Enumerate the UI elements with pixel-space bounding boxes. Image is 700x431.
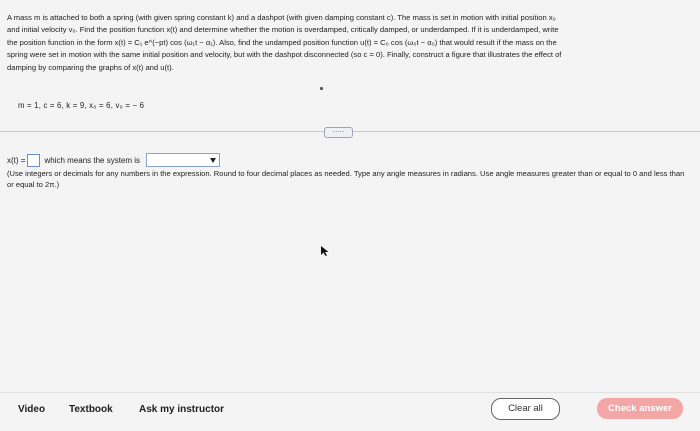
expand-button[interactable]: ····· xyxy=(324,127,353,138)
damping-type-dropdown[interactable] xyxy=(146,153,220,167)
ask-instructor-link[interactable]: Ask my instructor xyxy=(139,404,225,415)
answer-prefix: x(t) = xyxy=(7,155,26,165)
problem-line: damping by comparing the graphs of x(t) and u(t). xyxy=(7,62,174,72)
textbook-link[interactable]: Textbook xyxy=(69,404,113,415)
given-parameters: m = 1, c = 6, k = 9, x₀ = 6, v₀ = − 6 xyxy=(18,101,145,110)
mouse-cursor-icon xyxy=(320,244,330,262)
chevron-down-icon xyxy=(210,158,216,163)
check-answer-button[interactable]: Check answer xyxy=(597,398,683,419)
problem-line: A mass m is attached to both a spring (with given spring constant k) and a dashpot (with given damping constant c). The mass is set in motion with initial position x₀ xyxy=(7,13,556,22)
answer-instructions: (Use integers or decimals for any numbers in the expression. Round to four decimal places as needed. Type any angle measures in radians. Use angle measures greater than or equal to 0 and less than or equal to 2π.) xyxy=(7,169,685,189)
video-link[interactable]: Video xyxy=(18,404,46,415)
clear-all-button[interactable]: Clear all xyxy=(491,398,560,420)
stray-dot xyxy=(320,87,323,90)
answer-input-box[interactable] xyxy=(27,154,40,167)
problem-statement xyxy=(7,12,691,74)
problem-line: and initial velocity v₀. Find the position function x(t) and determine whether the motion is overdamped, critically damped, or underdamped. If it is underdamped, write xyxy=(7,25,559,35)
answer-row xyxy=(7,153,220,167)
answer-middle-text: which means the system is xyxy=(44,155,141,165)
problem-line: spring were set in motion with the same initial position and velocity, but with the dashpot disconnected (so c = 0). Finally, construct a figure that illustrates the effect of xyxy=(7,50,562,60)
problem-line: the position function in the form x(t) = C₁ e^(−pt) cos (ω₁t − α₁). Also, find the undamped position function u(t) = C₀ cos (ω₀t − α₀) that would result if the mass on the xyxy=(7,37,557,47)
footer-divider xyxy=(0,392,700,393)
